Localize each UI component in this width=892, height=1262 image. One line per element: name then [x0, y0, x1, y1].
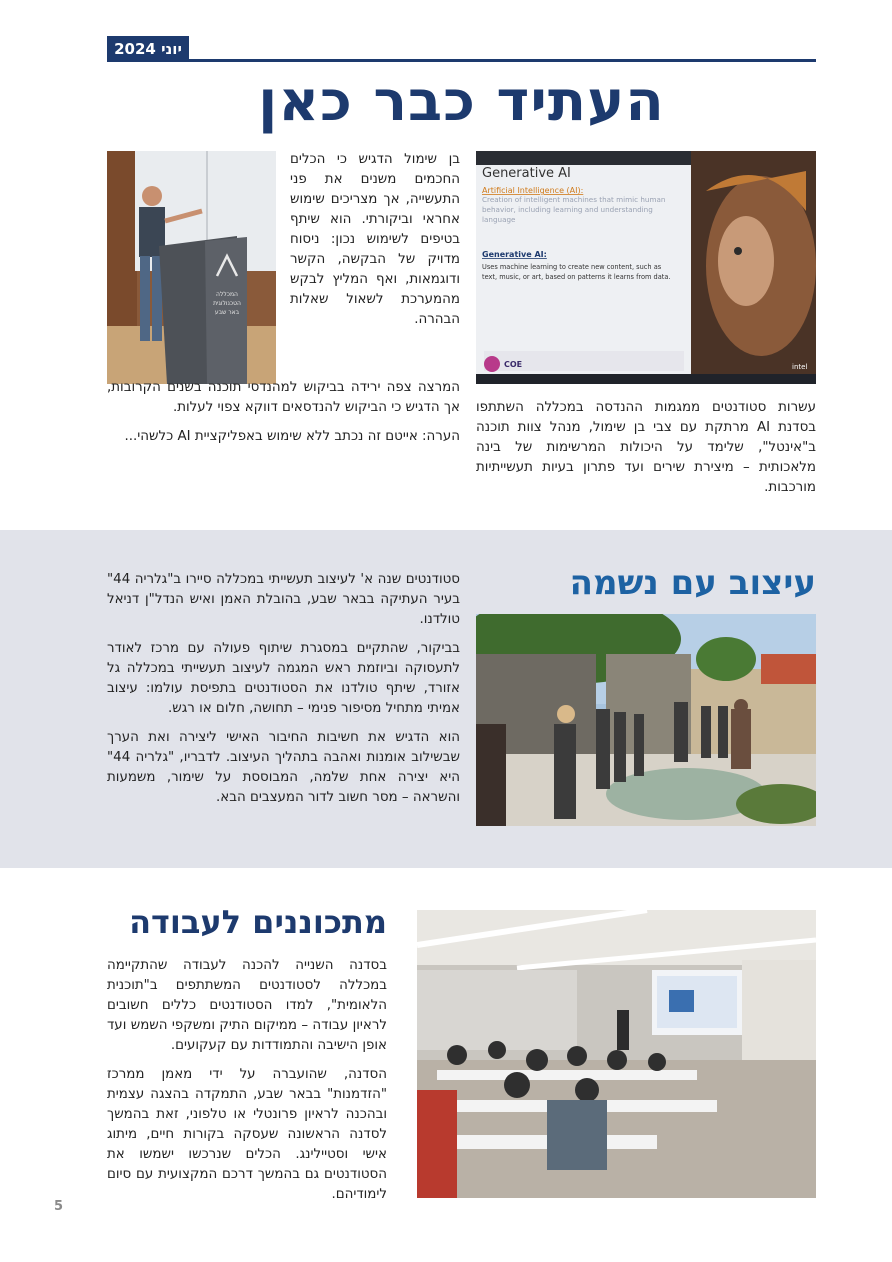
design-paragraph-3: הוא הדגיש את חשיבות החיבור האישי ליצירה ואת הערך שבשילוב אומנות ואהבה בתהליך העיצוב. לדבריו, "גלריה 44" היא יצירה אחת שלמה, המבוססת על שימור, משמעות והשראה – מסר חשוב לדור המעצבים הבא. — [107, 730, 460, 805]
slide-logo-text: COE — [504, 360, 523, 369]
issue-date-tag: יוני 2024 — [107, 36, 189, 62]
ai-note-paragraph: הערה: אייטם זה נכתב ללא שימוש באפליקציית AI כלשהי... — [124, 429, 460, 444]
slide-gen-definition-2: text, music, or art, based on patterns it learns from data. — [482, 273, 671, 281]
lecturer-at-podium-photo — [107, 151, 276, 384]
ai-tips-paragraph: בן שימול הדגיש כי הכלים החכמים משנים את פני התעשייה, אך מצריכים שימוש אחראי וביקורתי. הוא שיתף בטיפים לשימוש נכון: ניסוח מדויק של הבקשה, הקשר ודוגמאות, ואף המליץ לבקש מהמערכת לשאול שאלות הבהרה. — [290, 152, 460, 327]
design-section-title: עיצוב עם נשמה — [569, 563, 816, 603]
podium-text-3: באר שבע — [214, 309, 240, 316]
work-paragraph-1: בסדנה השנייה להכנה לעבודה שהתקיימה במכללה לסטודנטים המשתתפים ב"תוכנית הלאומית", למדו הסטודנטים כללים חשובים לראיון עבודה – ממיקום התיק ומשקפי השמש ועד אופן הישיבה והתמודדות עם קעקועים. — [107, 958, 387, 1053]
slide-ai-definition: Creation of intelligent machines that mimic human behavior, including learning and understanding language — [482, 195, 666, 224]
ai-forecast-paragraph: המרצה צפה ירידה בביקוש למהנדסי תוכנה בשנים הקרובות, אך הדגיש כי הביקוש להנדסאים דווקא צפוי לעלות. — [107, 380, 460, 415]
design-article-text — [107, 570, 460, 817]
ai-tips-column — [290, 150, 460, 339]
slide-gen-term: Generative AI: — [482, 250, 547, 259]
gallery-44-visit-photo — [476, 614, 816, 826]
design-paragraph-1: סטודנטים שנה א' לעיצוב תעשייתי במכללה סיירו ב"גלריה 44" בעיר העתיקה בבאר שבע, בהובלת האמן ואיש הנדל"ן דניאל טולדנו. — [107, 572, 460, 627]
design-paragraph-2: בביקור, שהתקיים במסגרת שיתוף פעולה עם מרכז לאודר לתעסוקה וביוזמת ראש המגמה לעיצוב תעשייתי במכללה גל אזורד, שיתף טולדנו את הסטודנטים בתפיסת עולמו: עיצוב אמיתי מתחיל מסיפור פנימי – תחושה, חלום או רגש. — [107, 641, 460, 716]
job-workshop-lecture-hall-photo — [417, 910, 816, 1198]
work-section-title: מתכוננים לעבודה — [129, 903, 387, 941]
podium-text-1: המכללה — [216, 291, 238, 298]
slide-heading: Generative AI — [482, 166, 571, 181]
ai-forecast-column — [107, 378, 460, 456]
header-rule — [107, 59, 816, 62]
work-paragraph-2: הסדנה, שהועברה על ידי מאמן ממרכז "הזדמנות" בבאר שבע, התמקדה בהצגה עצמית ובהכנה לראיון פרונטלי או טלפוני, זאת בהמשך לסדנה הראשונה שעסקה בקורות חיים, מיתוג אישי וסטיילינג. הכלים שנרכשו ישמשו את הסטודנטים גם בהמשך דרכם המקצועית עם סיום לימודיהם. — [107, 1067, 387, 1202]
page-title: העתיד כבר כאן — [258, 69, 665, 134]
slide-gen-definition-1: Uses machine learning to create new content, such as — [482, 263, 662, 271]
podium-text-2: הטכנולוגית — [213, 300, 241, 307]
ai-intro-paragraph: עשרות סטודנטים ממגמות ההנדסה במכללה השתתפו בסדנת AI מרתקת עם צבי בן שימול, מנהל צוות תוכנה ב"אינטל", שלימד על היכולות המרשימות של בינה מלאכותית – מיצירת שירים ועד פתרון בעיות תעשייתיות מורכבות. — [476, 400, 816, 495]
slide-brand: intel — [792, 363, 808, 371]
work-article-text — [107, 956, 387, 1214]
generative-ai-slide-photo — [476, 151, 816, 384]
slide-ai-term: Artificial Intelligence (AI): — [482, 186, 584, 195]
page-number: 5 — [54, 1199, 64, 1214]
ai-workshop-intro — [476, 398, 816, 507]
